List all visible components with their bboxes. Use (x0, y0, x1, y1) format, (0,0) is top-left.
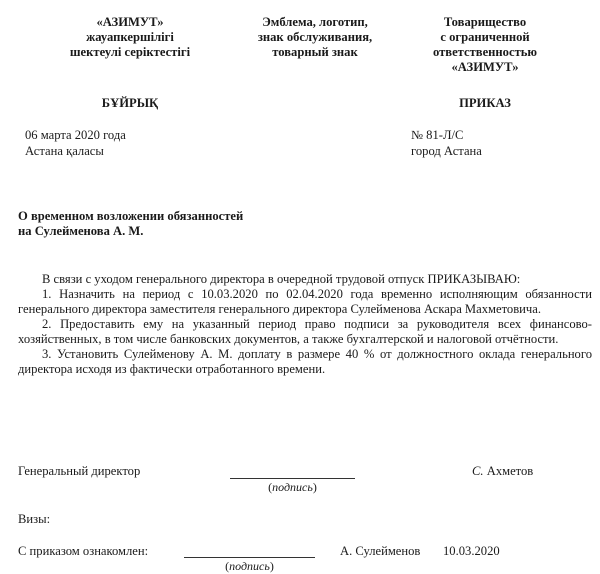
company-name-kz-line: шектеулі серіктестігі (69, 45, 191, 59)
document-title-ru: ПРИКАЗ (459, 96, 511, 110)
order-subject-line: О временном возложении обязанностей (18, 209, 244, 223)
director-label: Генеральный директор (18, 464, 141, 478)
document-title-kz: БҰЙРЫҚ (101, 96, 159, 110)
city-ru: город Астана (411, 144, 482, 158)
order-item: 1. Назначить на период с 10.03.2020 по 02.04.2020 года временно исполняющим обязанности генерального директора заместителя генерального директора Сулейменова Аскара Махметовича. (18, 287, 592, 316)
acknowledgement-signature-hint: (подпись) (225, 559, 274, 573)
signature-hint-text: подпись (229, 559, 270, 573)
order-intro: В связи с уходом генерального директора в очередной трудовой отпуск ПРИКАЗЫВАЮ: (42, 272, 521, 286)
company-name-ru (405, 15, 565, 75)
emblem-placeholder-line: товарный знак (272, 45, 358, 59)
emblem-placeholder (230, 15, 400, 60)
visas-label: Визы: (18, 512, 51, 526)
order-item: 2. Предоставить ему на указанный период право подписи за руководителя всех финансово-хозяйственных, в том числе банковских документов, а также бухгалтерской и налоговой отчётности. (18, 317, 592, 346)
company-name-ru-line: ответственностью (432, 45, 538, 59)
emblem-placeholder-line: знак обслуживания, (257, 30, 373, 44)
director-initial: С. (472, 464, 484, 478)
company-name-kz (40, 15, 220, 60)
acknowledgement-label: С приказом ознакомлен: (18, 544, 149, 558)
order-date: 06 марта 2020 года (25, 128, 126, 142)
order-subject (18, 209, 338, 239)
director-signature-hint: (подпись) (268, 480, 317, 494)
order-subject-line: на Сулейменова А. М. (18, 224, 144, 238)
director-surname: Ахметов (486, 464, 534, 478)
emblem-placeholder-line: Эмблема, логотип, (262, 15, 368, 29)
order-item: 3. Установить Сулейменову А. М. доплату в размере 40 % от должностного оклада генерального директора исходя из фактически отработанного времени. (18, 347, 592, 376)
acknowledgement-signature-line (184, 557, 315, 558)
company-name-ru-line: с ограниченной (440, 30, 530, 44)
company-name-ru-line: Товарищество (443, 15, 527, 29)
company-name-ru-line: «АЗИМУТ» (451, 60, 519, 74)
signature-hint-text: подпись (272, 480, 313, 494)
order-body (18, 272, 592, 377)
order-number: № 81-Л/С (411, 128, 464, 142)
city-kz: Астана қаласы (25, 144, 104, 158)
acknowledgement-name: А. Сулейменов (340, 544, 421, 558)
company-name-kz-line: жауапкершілігі (86, 30, 174, 44)
acknowledgement-date: 10.03.2020 (443, 544, 500, 558)
director-signature-line (230, 478, 355, 479)
company-name-kz-line: «АЗИМУТ» (96, 15, 164, 29)
director-name (472, 464, 533, 479)
